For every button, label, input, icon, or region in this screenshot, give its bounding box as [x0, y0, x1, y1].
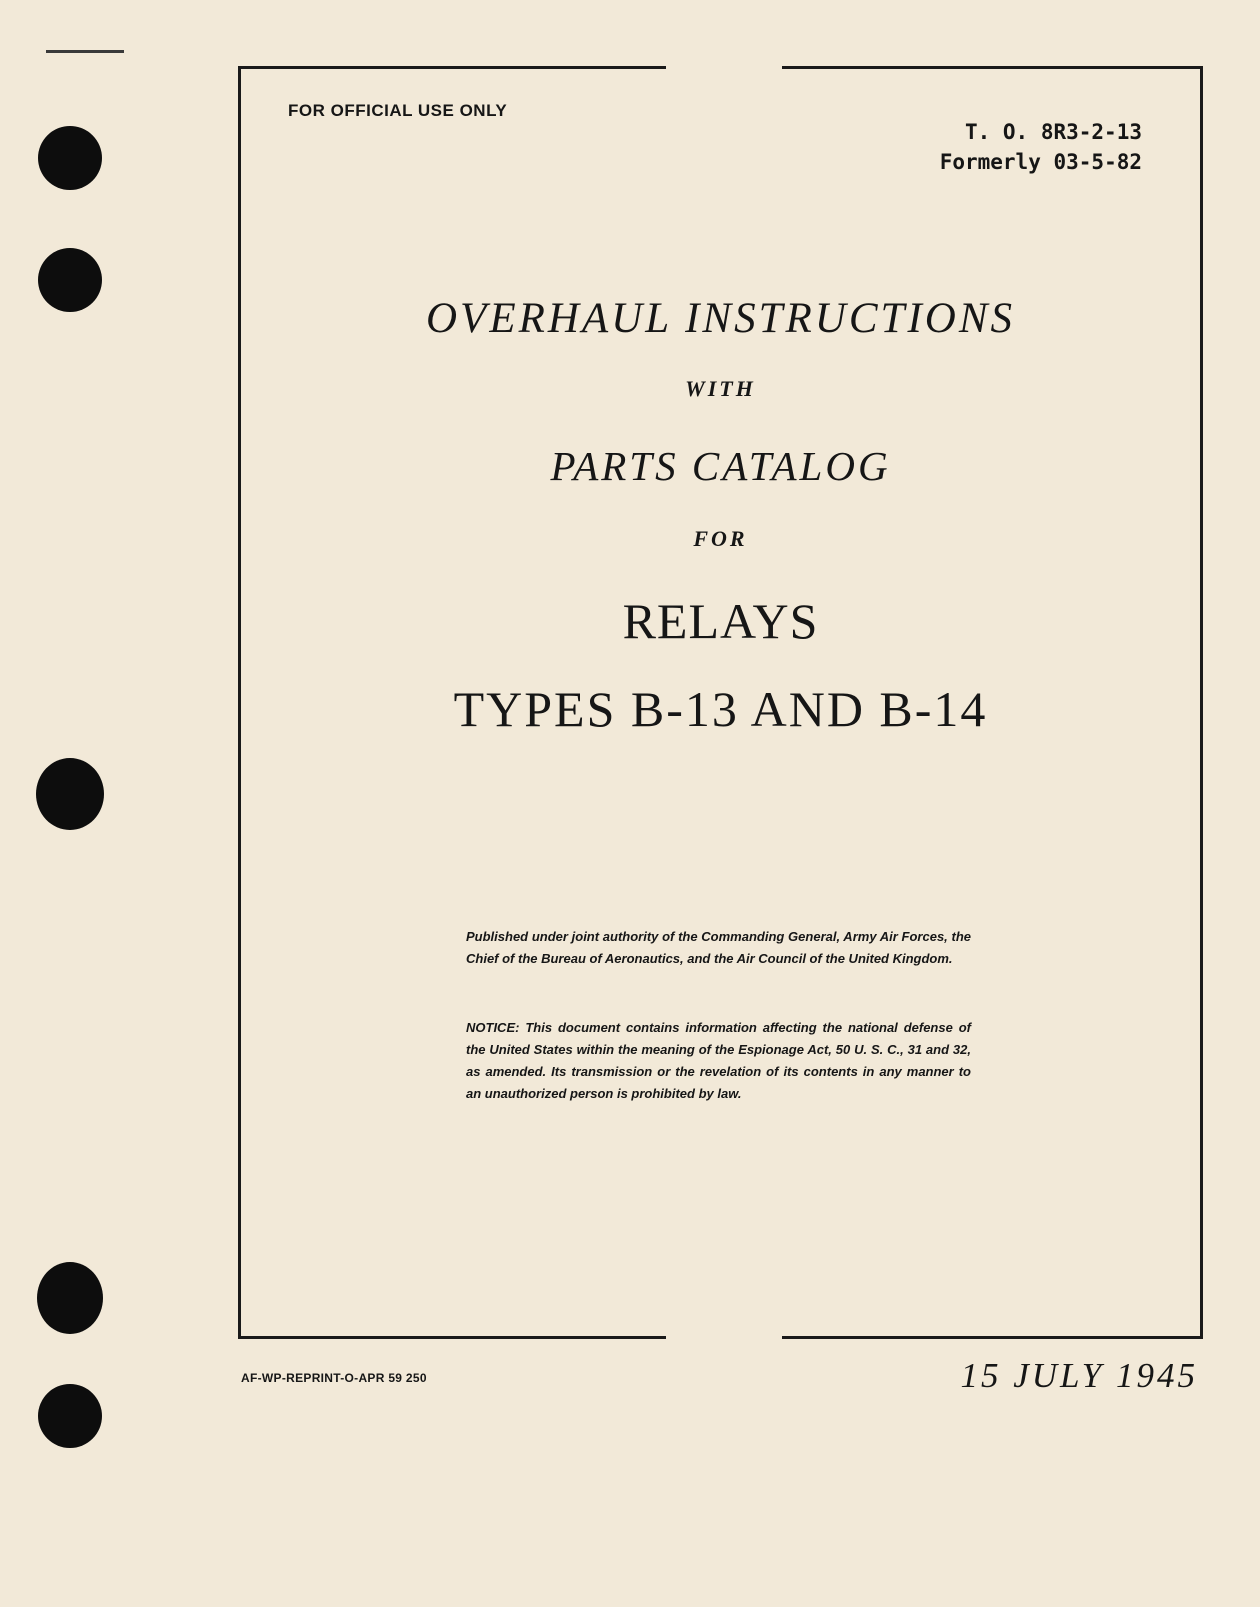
reprint-code: AF-WP-REPRINT-O-APR 59 250 [241, 1371, 427, 1385]
binder-hole [36, 758, 104, 830]
notice-paragraph: NOTICE: This document contains information affecting the national defense of the United States within the meaning of the Espionage Act, 50 U. S. C., 31 and 32, as amended. Its transmission or the revelation of its contents in any manner to an unauthorized person is prohibited by law. [466, 1020, 971, 1101]
binder-hole [38, 126, 102, 190]
formerly-number-text: Formerly 03-5-82 [939, 150, 1142, 174]
binder-hole [37, 1262, 103, 1334]
title-relay-types: TYPES B-13 AND B-14 [453, 681, 988, 737]
border-line [782, 1336, 1203, 1339]
margin-mark [46, 50, 124, 53]
border-line [238, 1336, 666, 1339]
technical-order-number [940, 117, 1142, 177]
border-line [782, 66, 1203, 69]
title-overhaul-instructions: OVERHAUL INSTRUCTIONS [426, 295, 1015, 342]
binder-hole [38, 1384, 102, 1448]
to-number-text: T. O. 8R3-2-13 [964, 120, 1142, 144]
title-connector-for: FOR [693, 526, 748, 551]
publication-date: 15 JULY 1945 [960, 1356, 1198, 1395]
binder-hole [38, 248, 102, 312]
authority-paragraph: Published under joint authority of the Commanding General, Army Air Forces, the Chief of the Bureau of Aeronautics, and the Air Council of the United Kingdom. [466, 929, 971, 966]
border-line [1200, 66, 1203, 1339]
border-line [238, 66, 666, 69]
title-connector-with: WITH [685, 376, 756, 401]
classification-label: FOR OFFICIAL USE ONLY [288, 101, 508, 120]
title-parts-catalog: PARTS CATALOG [550, 443, 891, 489]
title-relays: RELAYS [622, 593, 819, 649]
